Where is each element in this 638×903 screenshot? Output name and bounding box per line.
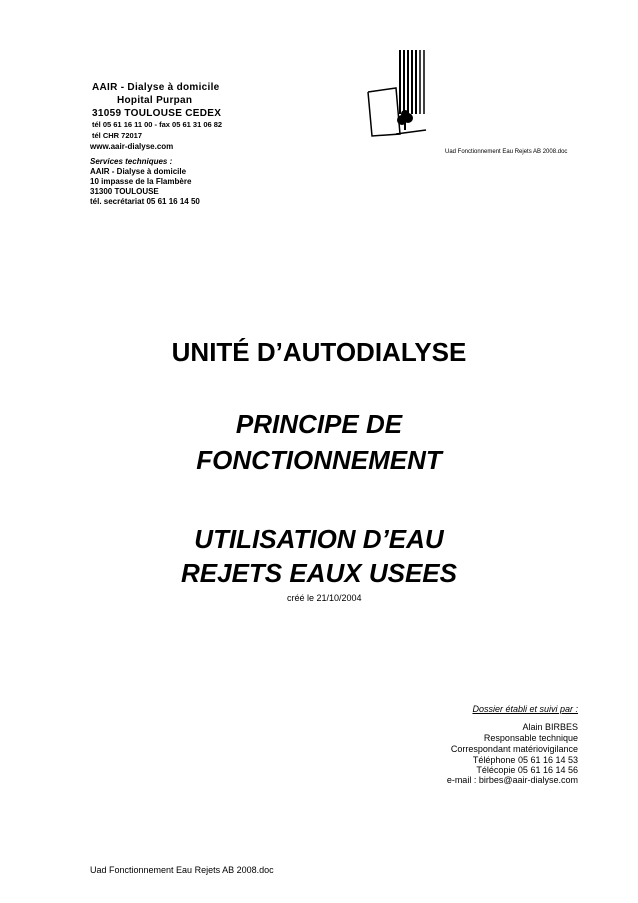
contact-fax: Télécopie 05 61 16 14 56 [476, 765, 578, 775]
contact-name: Alain BIRBES [522, 722, 578, 732]
subtitle-principle-line-1: PRINCIPE DE [235, 409, 403, 439]
services-line-4: tél. secrétariat 05 61 16 14 50 [90, 197, 200, 206]
file-reference-top: Uad Fonctionnement Eau Rejets AB 2008.doc [445, 149, 568, 155]
org-phone-fax: tél 05 61 16 11 00 - fax 05 61 31 06 82 [92, 120, 223, 129]
contact-role-2: Correspondant matériovigilance [450, 744, 578, 754]
contact-role: Responsable technique [483, 733, 578, 743]
contact-heading: Dossier établi et suivi par : [472, 704, 578, 714]
org-address: 31059 TOULOUSE CEDEX [92, 108, 222, 119]
main-title: UNITÉ D’AUTODIALYSE [171, 337, 467, 367]
org-website: www.aair-dialyse.com [90, 142, 174, 151]
contact-email[interactable]: e-mail : birbes@aair-dialyse.com [446, 775, 578, 785]
org-chr-phone: tél CHR 72017 [92, 131, 143, 140]
services-line-1: AAIR - Dialyse à domicile [90, 167, 187, 176]
org-name: AAIR - Dialyse à domicile [92, 82, 220, 93]
services-line-3: 31300 TOULOUSE [90, 187, 159, 196]
org-hospital: Hopital Purpan [117, 95, 193, 106]
services-line-2: 10 impasse de la Flambère [90, 177, 192, 186]
creation-date: créé le 21/10/2004 [287, 593, 362, 603]
footer-file-reference: Uad Fonctionnement Eau Rejets AB 2008.doc [90, 865, 274, 875]
building-tree-logo-icon [364, 48, 436, 140]
services-heading: Services techniques : [90, 157, 173, 166]
subtitle-principle-line-2: FONCTIONNEMENT [196, 445, 442, 475]
subtitle-water-line-2: REJETS EAUX USEES [181, 558, 457, 588]
subtitle-water-line-1: UTILISATION D’EAU [194, 524, 444, 554]
contact-phone: Téléphone 05 61 16 14 53 [472, 755, 578, 765]
